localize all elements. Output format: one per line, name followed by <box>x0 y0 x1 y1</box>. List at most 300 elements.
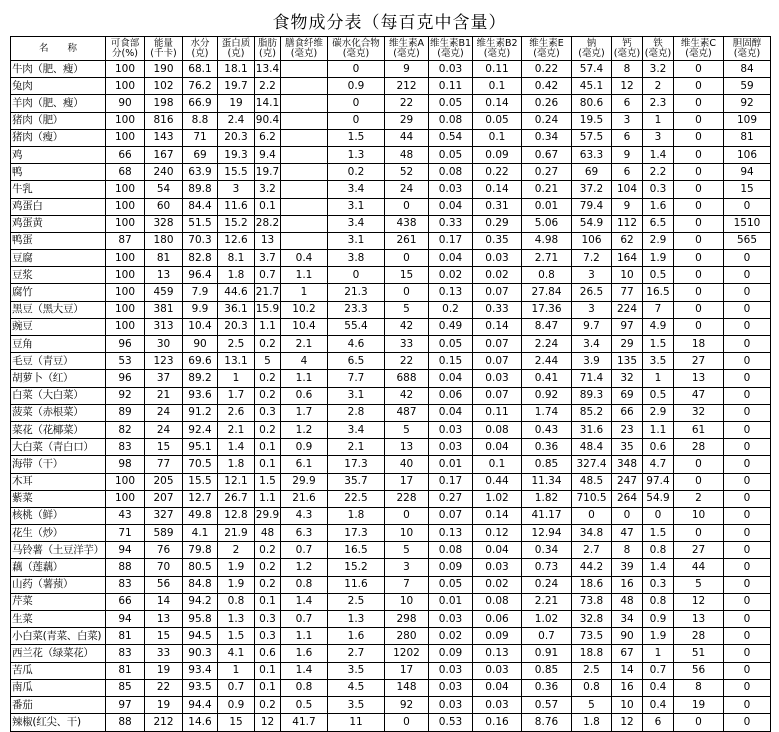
table-cell: 0 <box>674 525 724 542</box>
table-cell: 93.6 <box>183 387 218 404</box>
table-cell: 0.36 <box>522 439 572 456</box>
table-cell: 1.02 <box>522 611 572 628</box>
table-cell: 3.5 <box>328 696 385 713</box>
table-cell: 0.91 <box>522 645 572 662</box>
table-cell: 22 <box>385 353 429 370</box>
table-cell: 0.33 <box>429 215 473 232</box>
table-cell: 0.34 <box>522 542 572 559</box>
food-name-cell: 菠菜（赤根菜） <box>11 404 106 421</box>
table-cell: 94.2 <box>183 593 218 610</box>
table-cell: 96.4 <box>183 267 218 284</box>
table-cell: 28 <box>674 439 724 456</box>
table-cell: 100 <box>106 250 145 267</box>
table-cell: 0 <box>674 473 724 490</box>
column-header: 能量 (千卡) <box>145 37 183 61</box>
table-cell: 0 <box>724 353 771 370</box>
table-cell: 9 <box>612 146 643 163</box>
table-cell: 0.04 <box>429 370 473 387</box>
table-cell: 0 <box>724 559 771 576</box>
table-cell: 0.3 <box>255 404 281 421</box>
food-name-cell: 牛乳 <box>11 181 106 198</box>
food-name-cell: 核桃（鲜） <box>11 507 106 524</box>
table-cell: 0 <box>724 370 771 387</box>
table-cell: 15.2 <box>328 559 385 576</box>
table-cell: 0 <box>724 490 771 507</box>
table-cell: 56 <box>145 576 183 593</box>
table-cell: 87 <box>106 232 145 249</box>
table-cell: 0.9 <box>281 439 328 456</box>
table-cell: 9.9 <box>183 301 218 318</box>
table-cell: 12.6 <box>218 232 255 249</box>
table-cell: 11.6 <box>218 198 255 215</box>
table-cell: 4.5 <box>328 679 385 696</box>
table-cell: 67 <box>612 645 643 662</box>
table-cell: 0.2 <box>255 696 281 713</box>
table-cell: 3 <box>643 129 674 146</box>
table-cell: 261 <box>385 232 429 249</box>
table-cell: 35.7 <box>328 473 385 490</box>
table-cell: 15.9 <box>255 301 281 318</box>
table-cell: 2.3 <box>643 95 674 112</box>
table-cell: 29.9 <box>281 473 328 490</box>
table-cell: 0 <box>674 61 724 78</box>
table-row <box>11 301 771 318</box>
table-cell: 2.2 <box>255 78 281 95</box>
table-cell: 11 <box>328 714 385 732</box>
table-cell: 0.08 <box>473 593 522 610</box>
table-cell: 12 <box>674 593 724 610</box>
table-cell: 0 <box>724 542 771 559</box>
table-cell: 9.7 <box>572 318 612 335</box>
food-name-cell: 黑豆（黑大豆） <box>11 301 106 318</box>
table-cell: 8.76 <box>522 714 572 732</box>
food-name-cell: 西兰花（绿菜花） <box>11 645 106 662</box>
table-cell: 0 <box>724 507 771 524</box>
table-row <box>11 370 771 387</box>
column-header: 碳水化合物 (毫克) <box>328 37 385 61</box>
table-cell <box>281 164 328 181</box>
table-cell: 2 <box>674 490 724 507</box>
table-cell: 6 <box>612 95 643 112</box>
food-name-cell: 鸡蛋白 <box>11 198 106 215</box>
table-cell: 0.2 <box>255 542 281 559</box>
table-cell: 5 <box>385 421 429 438</box>
table-cell: 0 <box>674 198 724 215</box>
table-cell: 6.5 <box>643 215 674 232</box>
table-cell: 0 <box>724 284 771 301</box>
table-cell: 710.5 <box>572 490 612 507</box>
table-cell: 0 <box>724 439 771 456</box>
table-cell: 1.9 <box>218 559 255 576</box>
table-cell: 5 <box>385 542 429 559</box>
table-cell: 0.09 <box>473 628 522 645</box>
table-cell <box>281 129 328 146</box>
table-cell: 100 <box>106 490 145 507</box>
table-cell: 0.85 <box>522 662 572 679</box>
table-cell: 81 <box>724 129 771 146</box>
table-cell: 0.05 <box>429 336 473 353</box>
table-cell: 47 <box>612 525 643 542</box>
table-cell: 48.5 <box>572 473 612 490</box>
table-cell: 0.11 <box>429 78 473 95</box>
table-cell: 0.13 <box>429 525 473 542</box>
table-cell: 26.5 <box>572 284 612 301</box>
table-cell <box>281 215 328 232</box>
table-cell: 4.3 <box>281 507 328 524</box>
table-cell: 280 <box>385 628 429 645</box>
table-cell: 100 <box>106 112 145 129</box>
table-cell: 81 <box>106 628 145 645</box>
table-row <box>11 336 771 353</box>
table-cell: 90.3 <box>183 645 218 662</box>
table-cell: 7 <box>385 576 429 593</box>
table-cell: 247 <box>612 473 643 490</box>
table-cell: 6.1 <box>281 456 328 473</box>
table-cell: 0.14 <box>473 507 522 524</box>
table-cell: 104 <box>612 181 643 198</box>
table-cell: 54.9 <box>572 215 612 232</box>
table-cell: 82 <box>106 421 145 438</box>
table-cell: 73.5 <box>572 628 612 645</box>
table-cell: 5 <box>572 696 612 713</box>
table-cell: 0.1 <box>255 679 281 696</box>
food-name-cell: 鸭 <box>11 164 106 181</box>
table-cell: 0 <box>724 318 771 335</box>
table-cell: 23.3 <box>328 301 385 318</box>
food-name-cell: 藕（莲藕） <box>11 559 106 576</box>
table-cell: 0 <box>674 78 724 95</box>
table-cell: 28 <box>674 628 724 645</box>
table-cell: 68 <box>106 164 145 181</box>
table-cell: 0.14 <box>473 318 522 335</box>
table-row <box>11 164 771 181</box>
table-cell: 21.9 <box>218 525 255 542</box>
table-cell: 7 <box>643 301 674 318</box>
table-cell: 106 <box>724 146 771 163</box>
table-cell: 100 <box>106 198 145 215</box>
table-cell: 0.41 <box>522 370 572 387</box>
food-name-cell: 兔肉 <box>11 78 106 95</box>
table-cell: 1.9 <box>218 576 255 593</box>
table-row <box>11 112 771 129</box>
food-name-cell: 豆浆 <box>11 267 106 284</box>
table-cell: 0 <box>674 181 724 198</box>
table-cell: 1.1 <box>643 421 674 438</box>
table-cell: 100 <box>106 129 145 146</box>
table-cell: 8 <box>612 61 643 78</box>
table-cell: 0 <box>674 318 724 335</box>
table-cell: 0.4 <box>643 679 674 696</box>
table-cell: 205 <box>145 473 183 490</box>
table-cell: 93.4 <box>183 662 218 679</box>
table-cell: 6 <box>612 164 643 181</box>
food-name-cell: 苦瓜 <box>11 662 106 679</box>
table-cell: 85.2 <box>572 404 612 421</box>
table-cell: 17.3 <box>328 456 385 473</box>
table-cell: 44 <box>385 129 429 146</box>
table-cell: 2.6 <box>218 404 255 421</box>
table-cell: 313 <box>145 318 183 335</box>
table-cell: 2.44 <box>522 353 572 370</box>
table-cell: 1.7 <box>281 404 328 421</box>
table-cell: 3.2 <box>643 61 674 78</box>
table-cell: 60 <box>145 198 183 215</box>
table-row <box>11 611 771 628</box>
table-cell: 92 <box>385 696 429 713</box>
table-cell: 15 <box>385 267 429 284</box>
table-cell: 26.7 <box>218 490 255 507</box>
table-cell: 0 <box>674 95 724 112</box>
table-cell: 0.5 <box>643 387 674 404</box>
table-cell: 13.1 <box>218 353 255 370</box>
table-cell: 1.8 <box>218 267 255 284</box>
column-header: 名 称 <box>11 37 106 61</box>
table-cell: 0.44 <box>473 473 522 490</box>
table-cell: 0.03 <box>473 696 522 713</box>
table-cell: 6.5 <box>328 353 385 370</box>
food-name-cell: 豆腐 <box>11 250 106 267</box>
food-name-cell: 豆角 <box>11 336 106 353</box>
table-cell: 1.7 <box>218 387 255 404</box>
table-cell: 0 <box>643 507 674 524</box>
table-cell: 0.04 <box>429 250 473 267</box>
table-cell: 0 <box>328 95 385 112</box>
table-cell: 0.07 <box>429 507 473 524</box>
table-cell: 0 <box>328 112 385 129</box>
table-row <box>11 129 771 146</box>
table-cell: 27 <box>674 542 724 559</box>
table-cell: 37 <box>145 370 183 387</box>
table-cell: 80.6 <box>572 95 612 112</box>
table-cell: 1.5 <box>643 525 674 542</box>
table-cell: 0.67 <box>522 146 572 163</box>
table-cell: 0.1 <box>255 198 281 215</box>
table-cell: 0.36 <box>522 679 572 696</box>
table-cell: 0 <box>724 645 771 662</box>
table-cell: 83 <box>106 439 145 456</box>
table-cell: 0.2 <box>255 559 281 576</box>
table-cell: 0.08 <box>473 421 522 438</box>
table-cell: 0 <box>674 284 724 301</box>
table-cell: 22 <box>385 95 429 112</box>
table-row <box>11 490 771 507</box>
table-cell: 1.8 <box>572 714 612 732</box>
table-cell <box>281 232 328 249</box>
table-cell: 0.03 <box>473 370 522 387</box>
table-cell: 31.6 <box>572 421 612 438</box>
table-cell: 39 <box>612 559 643 576</box>
table-cell: 0.09 <box>429 559 473 576</box>
table-cell: 0.7 <box>281 611 328 628</box>
table-cell: 11.34 <box>522 473 572 490</box>
table-cell: 15 <box>724 181 771 198</box>
food-name-cell: 白菜（大白菜） <box>11 387 106 404</box>
table-cell: 90.4 <box>255 112 281 129</box>
table-cell: 0 <box>385 284 429 301</box>
table-cell: 8.8 <box>183 112 218 129</box>
table-cell: 0.04 <box>473 542 522 559</box>
table-cell: 1.1 <box>255 490 281 507</box>
table-row <box>11 95 771 112</box>
food-name-cell: 辣椒(红尖、干) <box>11 714 106 732</box>
table-cell: 14 <box>145 593 183 610</box>
table-cell: 27 <box>674 353 724 370</box>
table-cell: 5 <box>674 576 724 593</box>
table-cell: 69.6 <box>183 353 218 370</box>
table-cell: 8 <box>612 542 643 559</box>
table-cell: 23 <box>612 421 643 438</box>
table-cell: 6.3 <box>281 525 328 542</box>
table-cell: 1.2 <box>281 421 328 438</box>
table-cell: 2.1 <box>218 421 255 438</box>
table-cell: 40 <box>385 456 429 473</box>
table-cell: 3 <box>218 181 255 198</box>
table-cell: 0 <box>724 250 771 267</box>
table-cell: 13 <box>145 267 183 284</box>
table-cell: 36.1 <box>218 301 255 318</box>
table-cell: 0.1 <box>473 129 522 146</box>
table-cell: 0 <box>724 301 771 318</box>
table-cell: 1.4 <box>643 146 674 163</box>
table-row <box>11 696 771 713</box>
table-cell: 44.2 <box>572 559 612 576</box>
table-row <box>11 507 771 524</box>
table-cell: 0 <box>385 507 429 524</box>
table-cell: 1 <box>643 645 674 662</box>
table-cell: 198 <box>145 95 183 112</box>
table-cell: 4.1 <box>183 525 218 542</box>
table-cell: 0 <box>385 714 429 732</box>
table-cell: 3.4 <box>328 181 385 198</box>
table-cell: 3.5 <box>643 353 674 370</box>
table-cell: 0.8 <box>522 267 572 284</box>
table-cell: 55.4 <box>328 318 385 335</box>
table-cell: 70.5 <box>183 456 218 473</box>
table-cell: 76.2 <box>183 78 218 95</box>
table-cell: 0.14 <box>473 181 522 198</box>
table-cell: 100 <box>106 318 145 335</box>
table-cell: 688 <box>385 370 429 387</box>
table-cell: 41.17 <box>522 507 572 524</box>
table-cell: 19.5 <box>572 112 612 129</box>
table-cell: 0 <box>674 146 724 163</box>
table-cell: 19 <box>218 95 255 112</box>
table-cell: 1.6 <box>328 628 385 645</box>
table-cell: 1.9 <box>643 628 674 645</box>
table-cell: 0.01 <box>522 198 572 215</box>
table-cell: 0.2 <box>255 576 281 593</box>
table-row <box>11 473 771 490</box>
table-cell: 19.7 <box>255 164 281 181</box>
table-cell: 0.49 <box>429 318 473 335</box>
table-cell: 1.4 <box>281 593 328 610</box>
table-cell: 3.4 <box>328 421 385 438</box>
food-name-cell: 番茄 <box>11 696 106 713</box>
table-cell: 0.17 <box>429 232 473 249</box>
table-cell: 0.57 <box>522 696 572 713</box>
table-cell: 100 <box>106 284 145 301</box>
table-cell: 0 <box>724 593 771 610</box>
table-cell: 0.07 <box>473 336 522 353</box>
table-cell: 0.13 <box>429 284 473 301</box>
table-cell: 327 <box>145 507 183 524</box>
table-cell: 20.3 <box>218 318 255 335</box>
table-cell: 0 <box>328 267 385 284</box>
table-cell: 0.1 <box>255 593 281 610</box>
table-row <box>11 559 771 576</box>
table-cell: 3.2 <box>255 181 281 198</box>
table-cell: 0.53 <box>429 714 473 732</box>
table-cell: 44.6 <box>218 284 255 301</box>
table-cell: 0.27 <box>429 490 473 507</box>
table-cell: 0.54 <box>429 129 473 146</box>
table-cell: 143 <box>145 129 183 146</box>
table-cell: 4.7 <box>643 456 674 473</box>
table-cell: 9 <box>612 198 643 215</box>
table-cell: 207 <box>145 490 183 507</box>
food-name-cell: 豌豆 <box>11 318 106 335</box>
table-cell: 1.2 <box>281 559 328 576</box>
table-cell: 0.26 <box>522 95 572 112</box>
table-cell: 328 <box>145 215 183 232</box>
table-cell: 0.07 <box>473 353 522 370</box>
table-cell: 0.29 <box>473 215 522 232</box>
table-cell: 29.9 <box>255 507 281 524</box>
table-cell: 7.7 <box>328 370 385 387</box>
food-name-cell: 木耳 <box>11 473 106 490</box>
table-row <box>11 421 771 438</box>
table-cell: 2.5 <box>572 662 612 679</box>
table-cell: 1 <box>643 112 674 129</box>
table-cell: 17 <box>385 662 429 679</box>
table-cell: 14 <box>612 662 643 679</box>
food-name-cell: 鸭蛋 <box>11 232 106 249</box>
table-cell: 0.92 <box>522 387 572 404</box>
table-cell: 0.43 <box>522 421 572 438</box>
table-cell: 1.5 <box>218 628 255 645</box>
table-cell: 92 <box>106 387 145 404</box>
table-cell: 95.8 <box>183 611 218 628</box>
table-cell: 0.7 <box>281 542 328 559</box>
column-header: 膳食纤维 (毫克) <box>281 37 328 61</box>
table-row <box>11 181 771 198</box>
food-name-cell: 大白菜（青白口） <box>11 439 106 456</box>
table-cell: 0.03 <box>429 679 473 696</box>
table-cell: 20.3 <box>218 129 255 146</box>
table-cell: 0.05 <box>473 112 522 129</box>
table-cell: 1202 <box>385 645 429 662</box>
table-cell: 0.01 <box>429 593 473 610</box>
table-cell: 0.17 <box>429 473 473 490</box>
table-cell: 0 <box>724 387 771 404</box>
table-cell: 0.3 <box>255 628 281 645</box>
table-cell: 89.2 <box>183 370 218 387</box>
column-header: 水分 (克) <box>183 37 218 61</box>
table-cell: 92.4 <box>183 421 218 438</box>
table-cell: 83 <box>106 576 145 593</box>
table-cell: 66.9 <box>183 95 218 112</box>
table-cell: 80.5 <box>183 559 218 576</box>
table-cell: 79.8 <box>183 542 218 559</box>
table-cell: 10.4 <box>183 318 218 335</box>
table-cell: 21 <box>145 387 183 404</box>
table-cell: 1.8 <box>328 507 385 524</box>
table-cell: 298 <box>385 611 429 628</box>
table-cell: 3 <box>612 112 643 129</box>
table-cell: 22.5 <box>328 490 385 507</box>
table-cell <box>281 146 328 163</box>
table-cell: 4 <box>281 353 328 370</box>
